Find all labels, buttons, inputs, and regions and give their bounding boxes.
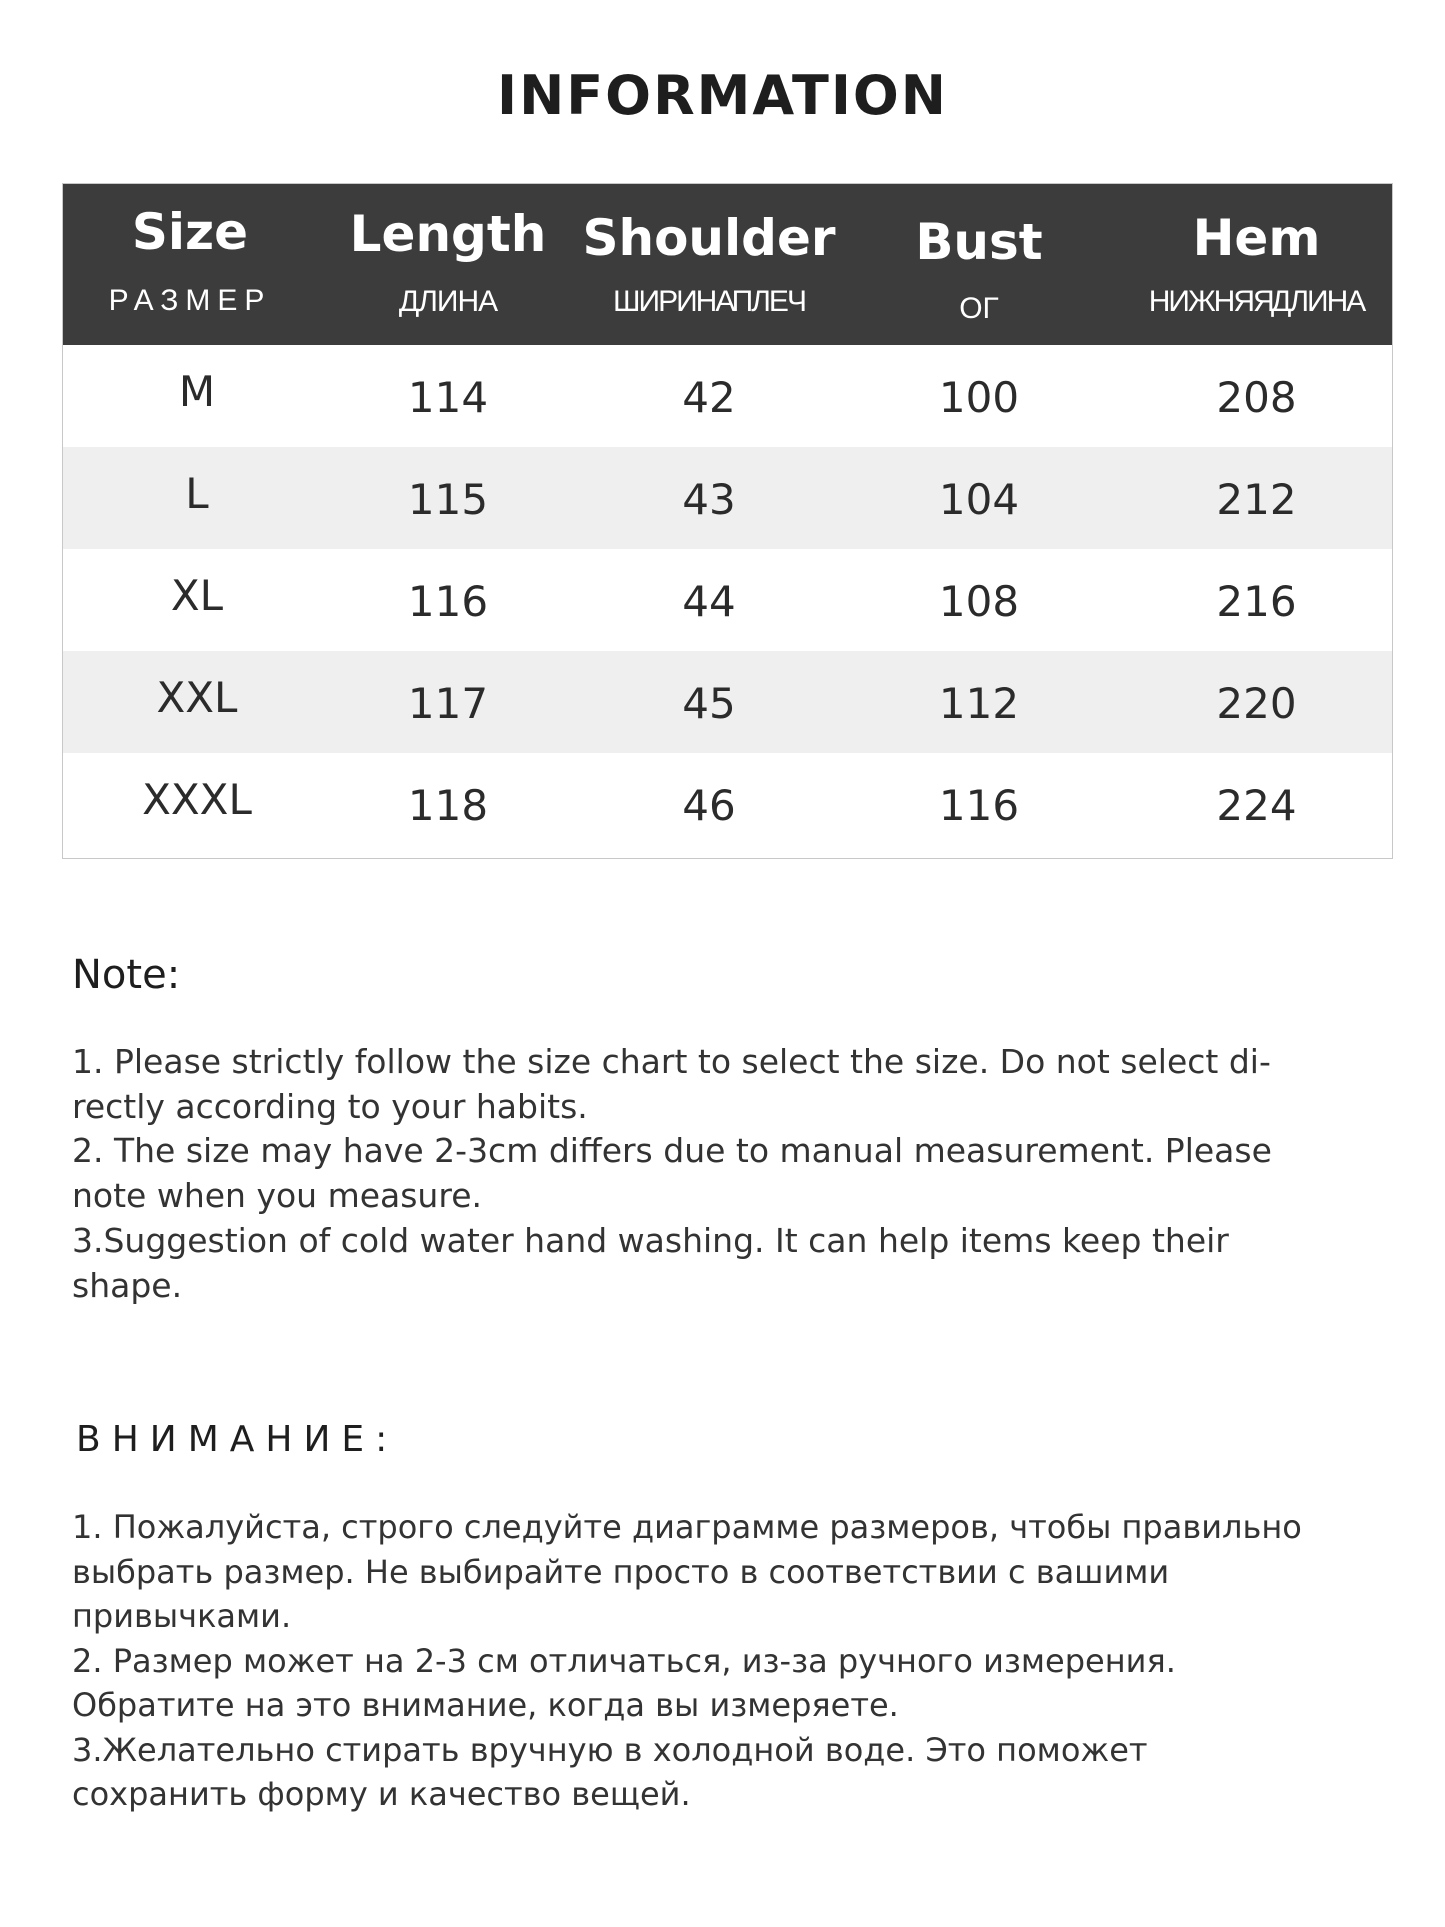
- cell-size: M: [178, 367, 216, 416]
- cell-length: 115: [407, 475, 489, 524]
- ru-note-line: Обратите на это внимание, когда вы измеряете.: [72, 1686, 899, 1724]
- ru-note-line: 3.Желательно стирать вручную в холодной воде. Это поможет: [72, 1730, 1148, 1769]
- cell-size: XXXL: [142, 775, 252, 824]
- cell-hem: 208: [1216, 373, 1297, 422]
- cell-hem: 216: [1216, 577, 1297, 626]
- header-bust-en: Bust: [915, 213, 1043, 271]
- table-row: [63, 549, 1392, 651]
- header-bust: [839, 184, 1119, 345]
- ru-note-line: выбрать размер. Не выбирайте просто в соответствии с вашими: [72, 1552, 1170, 1591]
- header-size-ru: РАЗМЕР: [108, 284, 272, 317]
- cell-size: XL: [170, 571, 224, 620]
- cell-shoulder: 43: [682, 475, 736, 524]
- header-bust-ru: ОГ: [959, 292, 999, 325]
- note-line: rectly according to your habits.: [72, 1086, 588, 1126]
- cell-hem: 224: [1216, 781, 1297, 830]
- note-heading: Note:: [72, 952, 181, 998]
- note-line: shape.: [72, 1265, 183, 1305]
- ru-note-line: 1. Пожалуйста, строго следуйте диаграмме размеров, чтобы правильно: [72, 1508, 1302, 1546]
- note-body: [72, 1040, 1372, 1308]
- cell-bust: 100: [938, 373, 1020, 422]
- header-shoulder: [579, 184, 839, 345]
- header-length: [317, 184, 579, 345]
- cell-size: XXL: [156, 673, 238, 722]
- cell-hem: 212: [1216, 475, 1297, 524]
- cell-length: 114: [407, 373, 489, 422]
- cell-shoulder: 46: [682, 781, 736, 830]
- note-line: note when you measure.: [72, 1176, 482, 1216]
- ru-note-heading: ВНИМАНИЕ:: [76, 1419, 399, 1460]
- table-row: [63, 651, 1392, 753]
- header-shoulder-en: Shoulder: [582, 209, 836, 267]
- cell-bust: 108: [938, 577, 1020, 626]
- ru-note-body: [72, 1505, 1392, 1817]
- table-row: [63, 753, 1392, 855]
- cell-bust: 116: [938, 781, 1020, 830]
- table-row: [63, 345, 1392, 447]
- header-hem: [1119, 184, 1394, 345]
- table-header: [63, 184, 1392, 345]
- cell-shoulder: 45: [682, 679, 736, 728]
- cell-length: 118: [407, 781, 489, 830]
- page-title: INFORMATION: [496, 64, 949, 127]
- cell-size: L: [185, 469, 209, 518]
- header-hem-en: Hem: [1192, 209, 1321, 267]
- cell-length: 116: [407, 577, 489, 626]
- header-hem-ru: НИЖНЯЯ ДЛИНА: [1148, 285, 1365, 318]
- size-table: [62, 183, 1393, 859]
- ru-note-line: привычками.: [72, 1597, 292, 1635]
- cell-hem: 220: [1216, 679, 1297, 728]
- cell-shoulder: 42: [682, 373, 736, 422]
- header-length-ru: ДЛИНА: [398, 285, 498, 318]
- table-row: [63, 447, 1392, 549]
- cell-bust: 112: [938, 679, 1020, 728]
- ru-note-line: сохранить форму и качество вещей.: [72, 1775, 691, 1813]
- note-line: 1. Please strictly follow the size chart to select the size. Do not select di-: [72, 1042, 1271, 1081]
- header-size: [63, 184, 317, 345]
- ru-note-line: 2. Размер может на 2-3 см отличаться, из-за ручного измерения.: [72, 1641, 1176, 1680]
- cell-bust: 104: [938, 475, 1020, 524]
- header-size-en: Size: [131, 203, 249, 261]
- header-shoulder-ru: ШИРИНА ПЛЕЧ: [613, 285, 805, 318]
- cell-length: 117: [407, 679, 489, 728]
- header-length-en: Length: [349, 205, 547, 263]
- note-line: 2. The size may have 2-3cm differs due to manual measurement. Please: [72, 1131, 1272, 1171]
- note-line: 3.Suggestion of cold water hand washing. It can help items keep their: [72, 1220, 1229, 1260]
- cell-shoulder: 44: [682, 577, 736, 626]
